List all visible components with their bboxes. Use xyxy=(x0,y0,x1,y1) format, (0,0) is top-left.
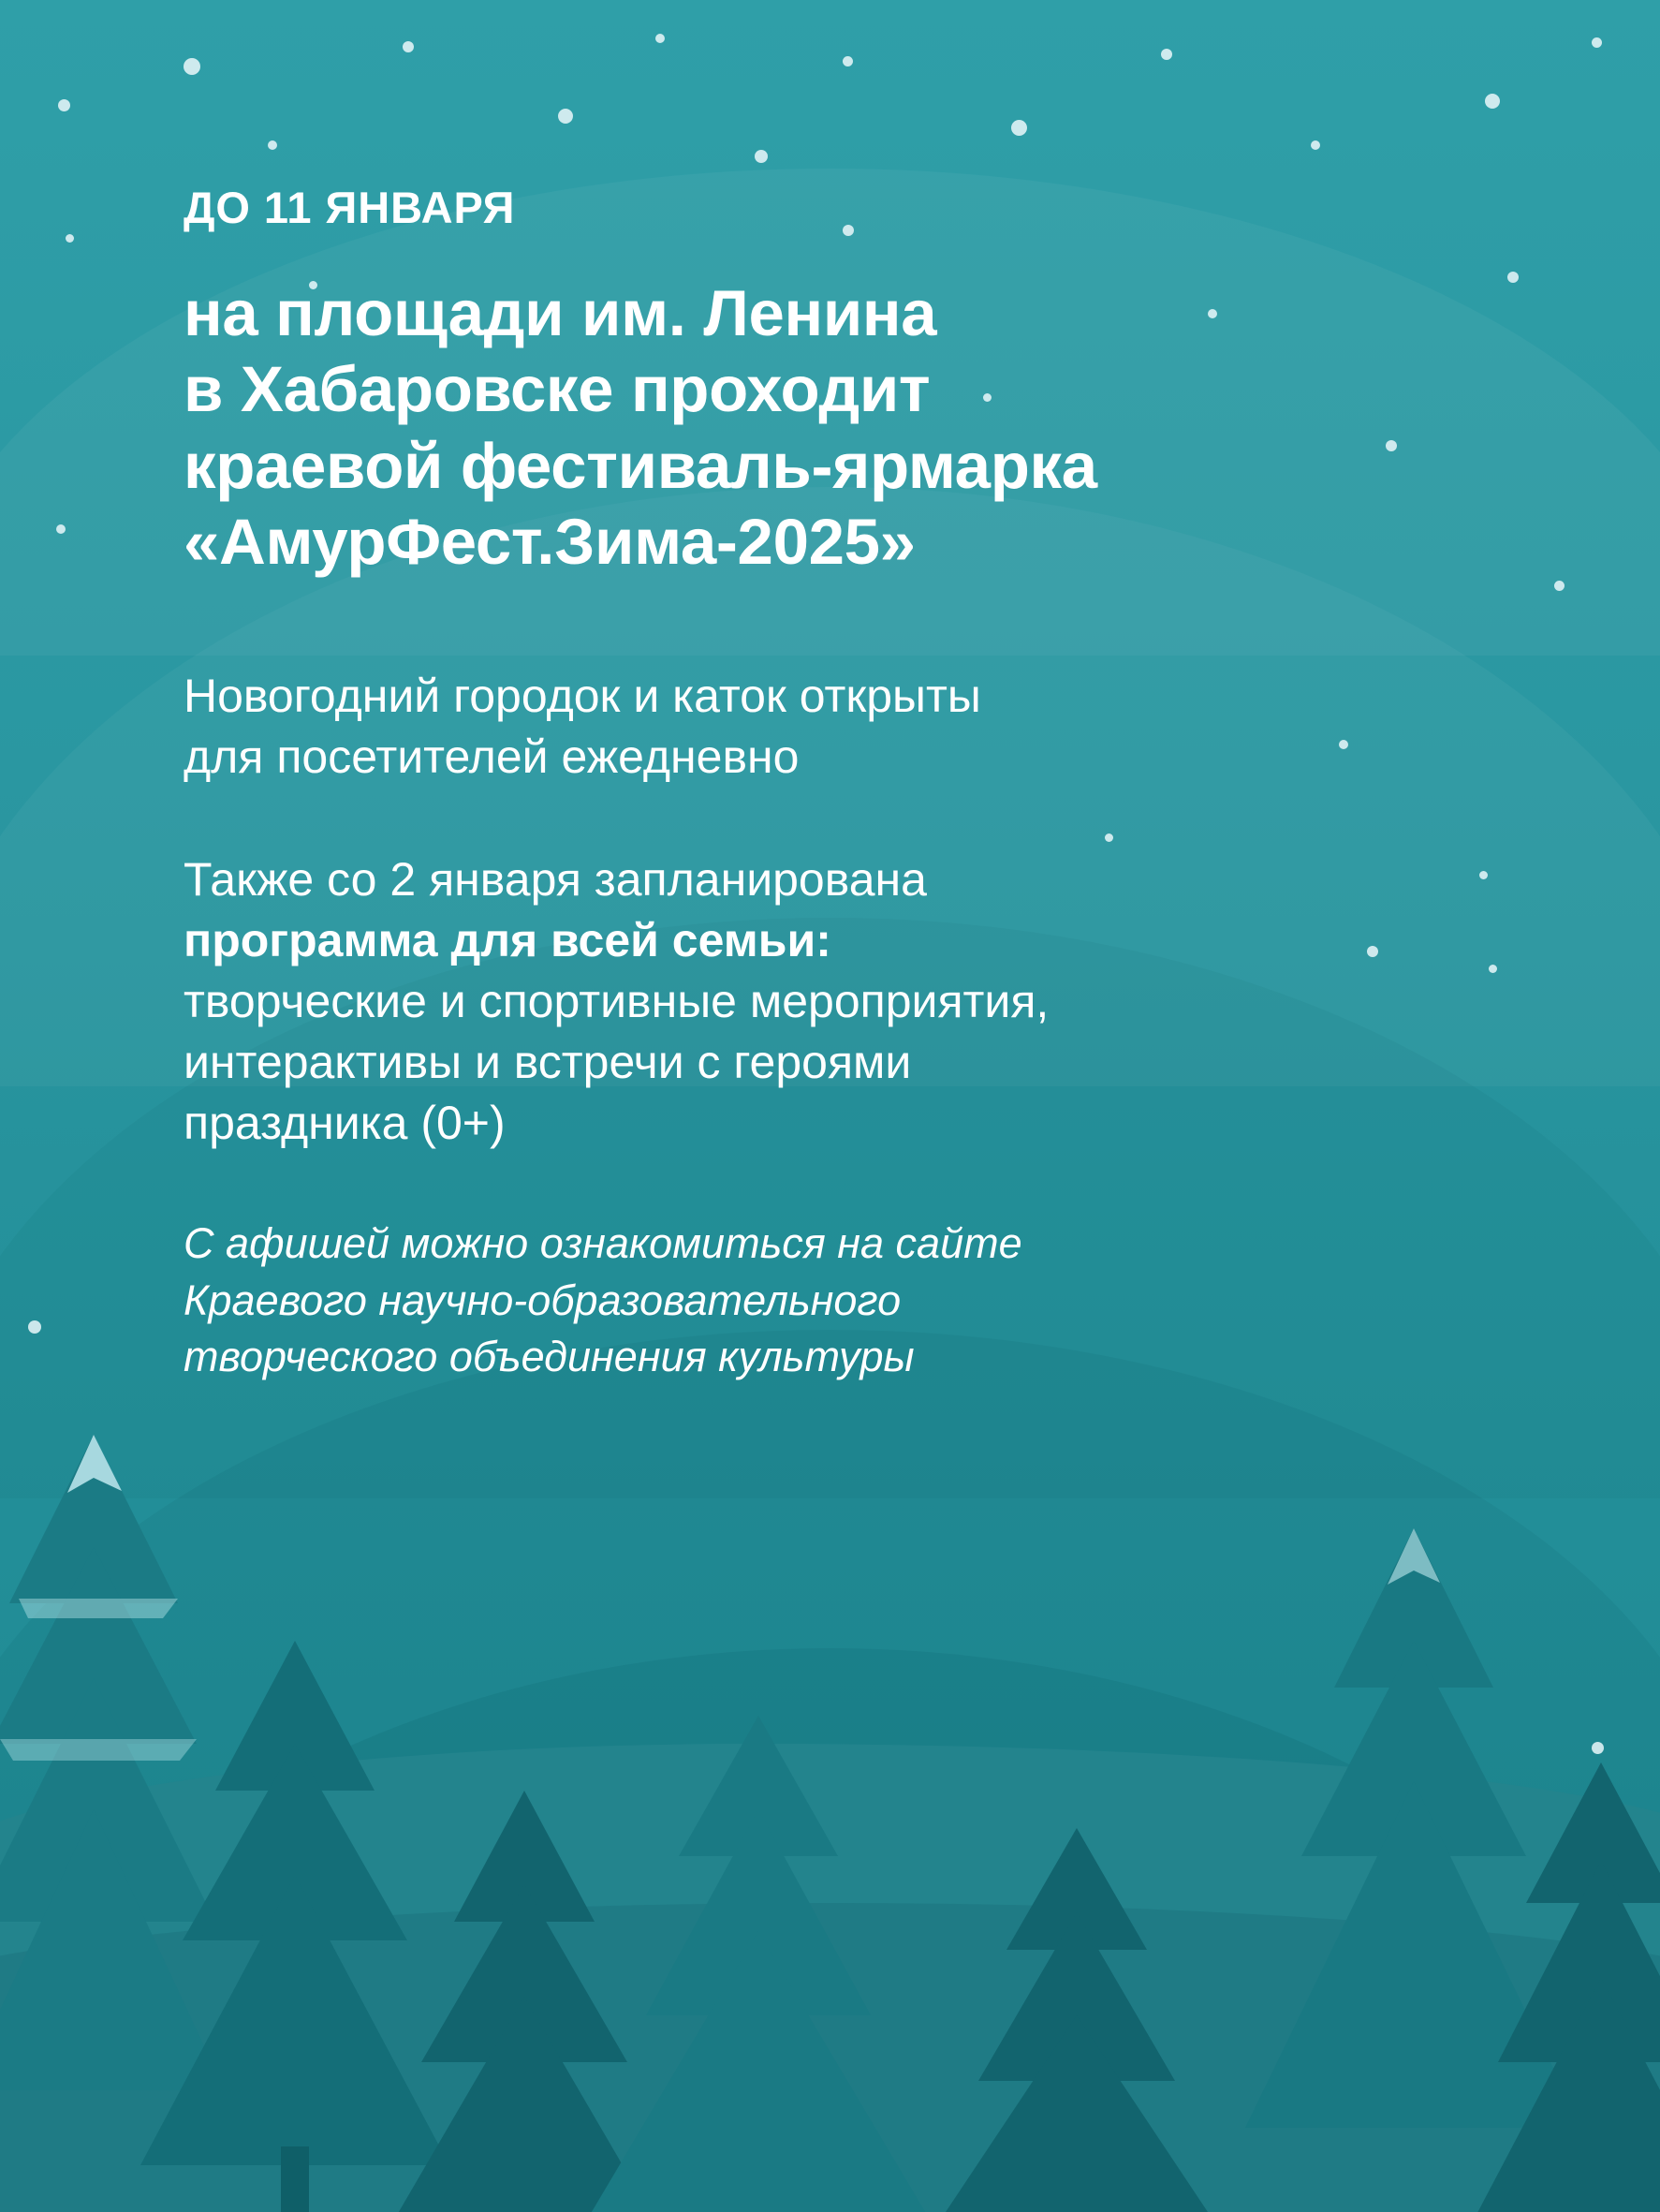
paragraph-1-line-2: для посетителей ежедневно xyxy=(184,730,800,784)
snow-dot xyxy=(184,58,200,75)
snow-dot xyxy=(558,109,573,124)
fir-tree-icon xyxy=(580,1716,936,2212)
headline-line-3: краевой фестиваль-ярмарка xyxy=(184,429,1097,502)
paragraph-2-line-3: творческие и спортивные мероприятия, xyxy=(184,975,1050,1028)
snow-dot xyxy=(28,1320,41,1334)
headline-line-4: «АмурФест.Зима-2025» xyxy=(184,505,916,578)
snow-dot xyxy=(1479,871,1488,879)
snow-dot xyxy=(1507,272,1519,283)
fir-tree-icon xyxy=(936,1828,1217,2212)
snow-dot xyxy=(403,41,414,52)
snow-dot xyxy=(1554,581,1565,591)
paragraph-2-line-4: интерактивы и встречи с героями xyxy=(184,1036,912,1089)
note-playbill-reference xyxy=(184,1216,1457,1385)
headline-line-1: на площади им. Ленина xyxy=(184,276,937,349)
snow-dot xyxy=(58,99,70,111)
snow-dot xyxy=(843,56,853,66)
paragraph-1-line-1: Новогодний городок и каток открыты xyxy=(184,670,981,723)
snow-dot xyxy=(1311,140,1320,150)
date-kicker: ДО 11 ЯНВАРЯ xyxy=(184,183,516,232)
snow-dot xyxy=(1592,37,1602,48)
fir-tree-icon xyxy=(1461,1762,1660,2212)
paragraph-family-program xyxy=(184,849,1457,1154)
note-line-2: Краевого научно-образовательного xyxy=(184,1276,902,1324)
page-title xyxy=(184,275,1457,581)
note-line-1: С афишей можно ознакомиться на сайте xyxy=(184,1219,1022,1268)
snow-dot xyxy=(56,524,66,534)
snow-dot xyxy=(1161,49,1172,60)
snow-dot xyxy=(755,150,768,163)
headline-line-2: в Хабаровске проходит xyxy=(184,353,931,426)
paragraph-2-line-1: Также со 2 января запланирована xyxy=(184,853,927,907)
snow-dot xyxy=(1485,94,1500,109)
note-line-3: творческого объединения культуры xyxy=(184,1332,915,1380)
paragraph-2-line-5: праздника (0+) xyxy=(184,1097,506,1150)
snow-dot xyxy=(1592,1742,1604,1754)
snow-dot xyxy=(1489,965,1497,973)
snow-dot xyxy=(1011,120,1027,136)
poster-content xyxy=(184,184,1457,1385)
paragraph-2-line-2-bold: программа для всей семьи: xyxy=(184,914,831,967)
snow-dot xyxy=(66,234,74,243)
paragraph-opening-hours xyxy=(184,666,1457,788)
snow-dot xyxy=(268,140,277,150)
snow-dot xyxy=(655,34,665,43)
